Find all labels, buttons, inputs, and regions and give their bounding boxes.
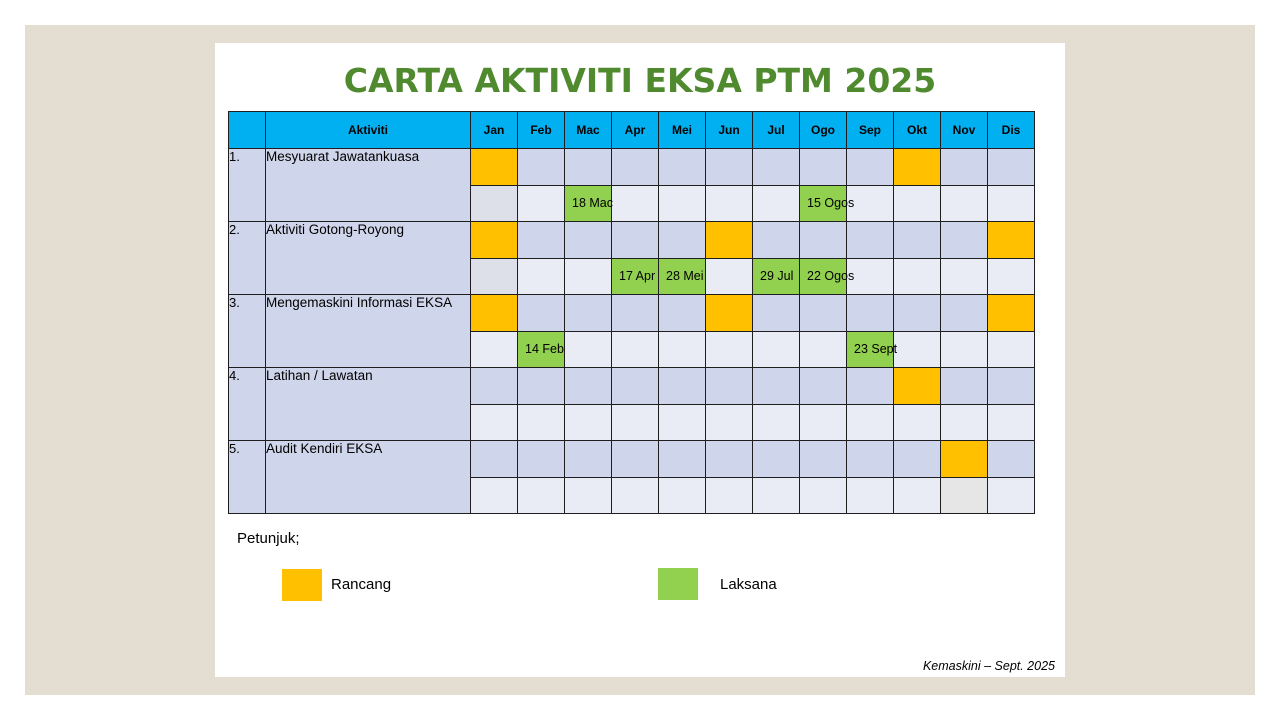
done-date-label: 18 Mac <box>572 195 613 210</box>
done-cell-apr <box>612 258 659 295</box>
empty-cell <box>847 441 894 478</box>
empty-cell <box>659 477 706 514</box>
empty-cell <box>988 477 1035 514</box>
header-month-sep: Sep <box>847 112 894 149</box>
empty-cell <box>847 368 894 405</box>
empty-cell <box>471 368 518 405</box>
done-cell-ogo <box>800 258 855 295</box>
activity-number: 5. <box>229 441 266 514</box>
done-cell-mac <box>565 185 612 222</box>
empty-cell <box>706 258 753 295</box>
plan-cell-nov <box>941 441 988 478</box>
empty-cell <box>988 368 1035 405</box>
done-date-label: 22 Ogos <box>807 268 855 283</box>
activity-name: Aktiviti Gotong-Royong <box>266 222 471 295</box>
empty-cell <box>471 258 518 295</box>
empty-cell <box>471 404 518 441</box>
empty-cell <box>565 331 612 368</box>
header-month-jul: Jul <box>753 112 800 149</box>
activity-name: Mesyuarat Jawatankuasa <box>266 149 471 222</box>
empty-cell <box>659 331 706 368</box>
empty-cell <box>706 477 753 514</box>
empty-cell <box>518 404 565 441</box>
header-month-okt: Okt <box>894 112 941 149</box>
done-date-label: 29 Jul <box>760 268 794 283</box>
empty-cell <box>941 331 988 368</box>
empty-cell <box>518 149 565 186</box>
empty-cell <box>471 185 518 222</box>
empty-cell <box>941 258 988 295</box>
empty-cell <box>800 477 847 514</box>
header-month-nov: Nov <box>941 112 988 149</box>
empty-cell <box>894 404 941 441</box>
empty-cell <box>518 258 565 295</box>
empty-cell <box>706 441 753 478</box>
empty-cell <box>847 477 894 514</box>
empty-cell <box>706 404 753 441</box>
empty-cell <box>753 222 800 259</box>
empty-cell <box>941 368 988 405</box>
done-date-label: 17 Apr <box>619 268 656 283</box>
empty-cell <box>894 222 941 259</box>
empty-cell <box>518 295 565 332</box>
plan-cell-jan <box>471 295 518 332</box>
empty-cell <box>612 222 659 259</box>
header-month-jan: Jan <box>471 112 518 149</box>
legend-done-label: Laksana <box>720 576 777 593</box>
done-cell-feb <box>518 331 565 368</box>
empty-cell <box>800 149 847 186</box>
empty-cell <box>565 441 612 478</box>
activity-chart-sheet <box>215 43 1065 677</box>
plan-cell-jan <box>471 222 518 259</box>
done-cell-jul <box>753 258 800 295</box>
empty-cell <box>800 404 847 441</box>
empty-cell <box>706 331 753 368</box>
empty-cell <box>800 295 847 332</box>
empty-cell <box>706 149 753 186</box>
empty-cell <box>800 441 847 478</box>
plan-cell-jan <box>471 149 518 186</box>
activity-table <box>228 111 1035 514</box>
header-month-ogo: Ogo <box>800 112 847 149</box>
done-date-label: 28 Mei <box>666 268 704 283</box>
activity-plan-row <box>229 368 1035 405</box>
activity-number: 1. <box>229 149 266 222</box>
empty-cell <box>753 185 800 222</box>
header-month-jun: Jun <box>706 112 753 149</box>
chart-title: CARTA AKTIVITI EKSA PTM 2025 <box>343 61 937 100</box>
empty-cell <box>941 477 988 514</box>
empty-cell <box>988 441 1035 478</box>
empty-cell <box>471 331 518 368</box>
empty-cell <box>612 185 659 222</box>
empty-cell <box>941 149 988 186</box>
empty-cell <box>800 222 847 259</box>
empty-cell <box>518 441 565 478</box>
activity-name: Latihan / Lawatan <box>266 368 471 441</box>
empty-cell <box>894 295 941 332</box>
empty-cell <box>612 331 659 368</box>
plan-cell-okt <box>894 368 941 405</box>
empty-cell <box>565 149 612 186</box>
header-month-feb: Feb <box>518 112 565 149</box>
empty-cell <box>988 331 1035 368</box>
empty-cell <box>612 477 659 514</box>
empty-cell <box>659 185 706 222</box>
header-activity-cell: Aktiviti <box>266 112 471 149</box>
header-month-mei: Mei <box>659 112 706 149</box>
empty-cell <box>753 331 800 368</box>
empty-cell <box>894 441 941 478</box>
empty-cell <box>659 295 706 332</box>
header-month-apr: Apr <box>612 112 659 149</box>
empty-cell <box>612 149 659 186</box>
empty-cell <box>659 149 706 186</box>
empty-cell <box>753 477 800 514</box>
header-number-cell <box>229 112 266 149</box>
activity-plan-row <box>229 295 1035 332</box>
empty-cell <box>988 404 1035 441</box>
empty-cell <box>753 404 800 441</box>
empty-cell <box>659 222 706 259</box>
empty-cell <box>894 258 941 295</box>
empty-cell <box>565 222 612 259</box>
empty-cell <box>753 368 800 405</box>
activity-number: 4. <box>229 368 266 441</box>
empty-cell <box>565 295 612 332</box>
empty-cell <box>847 295 894 332</box>
plan-cell-okt <box>894 149 941 186</box>
activity-plan-row <box>229 149 1035 186</box>
empty-cell <box>988 258 1035 295</box>
empty-cell <box>659 368 706 405</box>
done-cell-sep <box>847 331 898 368</box>
empty-cell <box>894 331 941 368</box>
activity-name: Mengemaskini Informasi EKSA <box>266 295 471 368</box>
empty-cell <box>894 185 941 222</box>
empty-cell <box>659 404 706 441</box>
plan-cell-jun <box>706 222 753 259</box>
empty-cell <box>847 149 894 186</box>
legend-plan-swatch <box>282 569 322 601</box>
empty-cell <box>800 368 847 405</box>
empty-cell <box>706 185 753 222</box>
empty-cell <box>612 441 659 478</box>
empty-cell <box>565 368 612 405</box>
empty-cell <box>800 331 847 368</box>
updated-note: Kemaskini – Sept. 2025 <box>922 659 1055 673</box>
header-month-dis: Dis <box>988 112 1035 149</box>
empty-cell <box>753 441 800 478</box>
empty-cell <box>612 295 659 332</box>
done-date-label: 23 Sept <box>854 341 898 356</box>
activity-plan-row <box>229 441 1035 478</box>
empty-cell <box>518 222 565 259</box>
empty-cell <box>471 477 518 514</box>
empty-cell <box>518 477 565 514</box>
empty-cell <box>847 222 894 259</box>
header-month-mac: Mac <box>565 112 612 149</box>
empty-cell <box>753 149 800 186</box>
legend-title: Petunjuk; <box>237 530 300 547</box>
activity-name: Audit Kendiri EKSA <box>266 441 471 514</box>
empty-cell <box>941 222 988 259</box>
legend-plan-label: Rancang <box>331 576 392 593</box>
empty-cell <box>847 404 894 441</box>
empty-cell <box>706 368 753 405</box>
empty-cell <box>941 185 988 222</box>
empty-cell <box>565 258 612 295</box>
empty-cell <box>659 441 706 478</box>
done-cell-ogo <box>800 185 855 222</box>
plan-cell-dis <box>988 295 1035 332</box>
table-header-row <box>229 112 1035 149</box>
done-date-label: 14 Feb <box>525 341 564 356</box>
plan-cell-dis <box>988 222 1035 259</box>
empty-cell <box>753 295 800 332</box>
plan-cell-jun <box>706 295 753 332</box>
done-date-label: 15 Ogos <box>807 195 855 210</box>
done-cell-mei <box>659 258 706 295</box>
empty-cell <box>565 477 612 514</box>
empty-cell <box>612 368 659 405</box>
legend-done-swatch <box>658 568 698 600</box>
activity-plan-row <box>229 222 1035 259</box>
activity-number: 3. <box>229 295 266 368</box>
empty-cell <box>941 295 988 332</box>
empty-cell <box>988 185 1035 222</box>
empty-cell <box>894 477 941 514</box>
empty-cell <box>471 441 518 478</box>
empty-cell <box>988 149 1035 186</box>
empty-cell <box>612 404 659 441</box>
empty-cell <box>518 368 565 405</box>
empty-cell <box>941 404 988 441</box>
empty-cell <box>565 404 612 441</box>
empty-cell <box>518 185 565 222</box>
activity-number: 2. <box>229 222 266 295</box>
